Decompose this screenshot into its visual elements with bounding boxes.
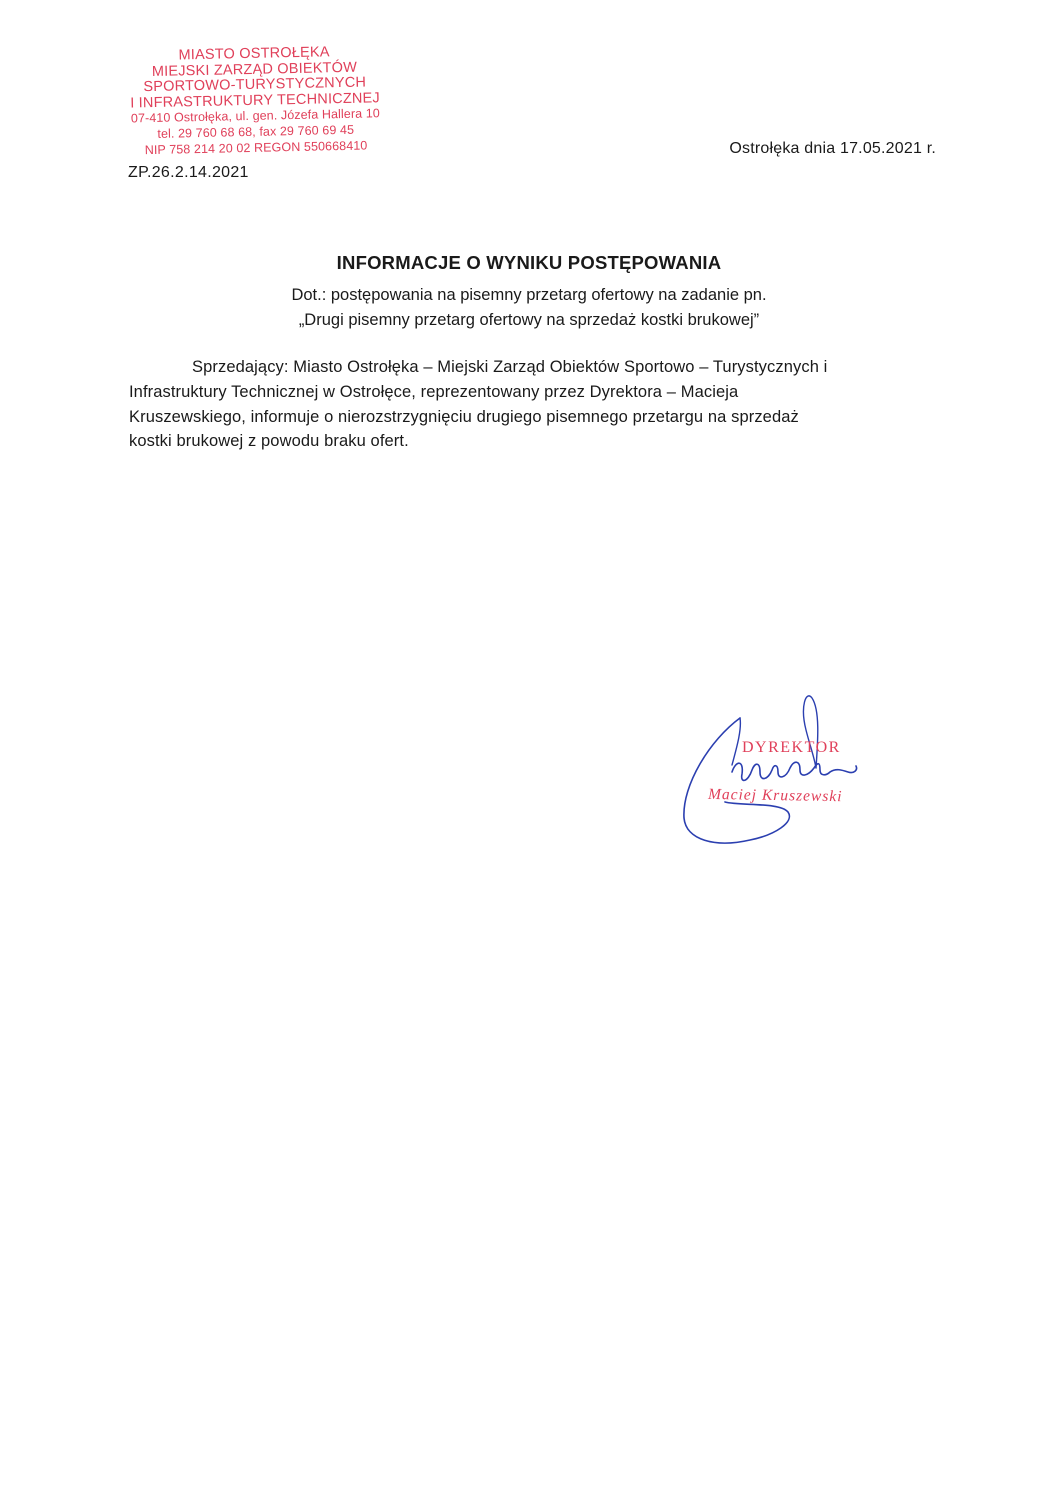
stamp-line: SPORTOWO-TURYSTYCZNYCH <box>143 74 367 96</box>
institution-stamp <box>104 44 406 159</box>
stamp-line: 07-410 Ostrołęka, ul. gen. Józefa Hallera 10 <box>130 106 381 126</box>
signature-title: DYREKTOR <box>742 739 841 756</box>
body-paragraph <box>129 355 941 454</box>
body-line: Kruszewskiego, informuje o nierozstrzygnięciu drugiego pisemnego przetargu na sprzedaż <box>129 407 799 426</box>
reference-number: ZP.26.2.14.2021 <box>128 164 249 181</box>
body-line: Sprzedający: Miasto Ostrołęka – Miejski Zarząd Obiektów Sportowo – Turystycznych i <box>192 358 828 376</box>
stamp-line: NIP 758 214 20 02 REGON 550668410 <box>144 138 368 157</box>
signature-block <box>670 690 910 860</box>
signature-name: Maciej Kruszewski <box>707 785 843 806</box>
subject-line: „Drugi pisemny przetarg ofertowy na sprzedaż kostki brukowej” <box>298 311 760 329</box>
document-title: INFORMACJE O WYNIKU POSTĘPOWANIA <box>336 252 722 273</box>
stamp-line: tel. 29 760 68 68, fax 29 760 69 45 <box>157 122 355 141</box>
place-and-date: Ostrołęka dnia 17.05.2021 r. <box>729 140 936 157</box>
subject-line: Dot.: postępowania na pisemny przetarg ofertowy na zadanie pn. <box>291 286 767 304</box>
handwritten-signature <box>670 690 910 860</box>
stamp-line: MIASTO OSTROŁĘKA <box>178 44 330 64</box>
stamp-line: I INFRASTRUKTURY TECHNICZNEJ <box>130 90 381 112</box>
stamp-line: MIEJSKI ZARZĄD OBIEKTÓW <box>151 59 358 80</box>
subject <box>0 283 1058 333</box>
body-line: Infrastruktury Technicznej w Ostrołęce, reprezentowany przez Dyrektora – Macieja <box>129 382 739 401</box>
body-line: kostki brukowej z powodu braku ofert. <box>129 432 409 451</box>
